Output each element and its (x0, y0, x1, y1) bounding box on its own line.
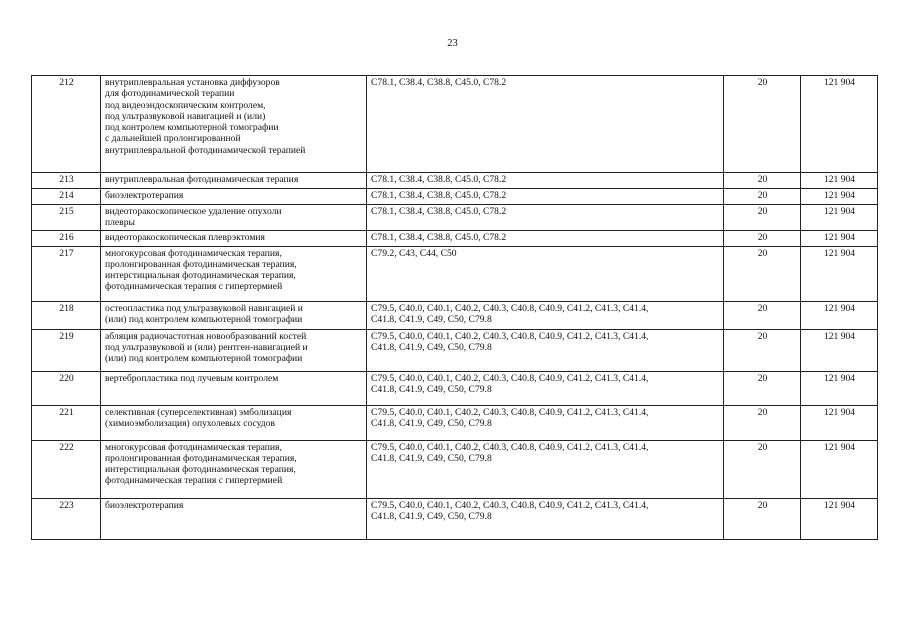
ratio-cell: 20 (724, 76, 801, 173)
row-number: 212 (32, 76, 101, 173)
row-number: 214 (32, 189, 101, 205)
table-body (32, 76, 878, 540)
procedure-name-cell (101, 189, 367, 205)
price-cell: 121 904 (801, 205, 878, 231)
procedure-name-line: видеоторакоскопическое удаление опухоли (105, 206, 282, 217)
diagnosis-codes-line: C79.5, C40.0, C40.1, C40.2, C40.3, C40.8, C40.9, C41.2, C41.3, C41.4, (371, 330, 649, 342)
row-number: 218 (32, 301, 101, 329)
diagnosis-codes-cell (367, 301, 724, 329)
procedure-name-cell (101, 246, 367, 301)
procedure-name-cell (101, 173, 367, 189)
procedure-name-line: пролонгированная фотодинамическая терапия, (105, 258, 297, 270)
diagnosis-codes-line: C79.5, C40.0, C40.1, C40.2, C40.3, C40.8, C40.9, C41.2, C41.3, C41.4, (371, 441, 649, 453)
price-cell: 121 904 (801, 440, 878, 498)
procedure-name-line: видеоторакоскопическая плеврэктомия (105, 231, 265, 243)
table-row (32, 440, 878, 498)
diagnosis-codes-cell (367, 440, 724, 498)
procedure-name-line: фотодинамическая терапия с гипертермией (105, 475, 283, 487)
ratio-cell: 20 (724, 440, 801, 498)
procedure-name-line: для фотодинамической терапии (105, 88, 235, 100)
diagnosis-codes-line: C41.8, C41.9, C49, C50, C79.8 (371, 313, 492, 325)
diagnosis-codes-line: C41.8, C41.9, C49, C50, C79.8 (371, 452, 492, 464)
procedure-name-line: многокурсовая фотодинамическая терапия, (105, 441, 282, 453)
procedure-name-cell (101, 205, 367, 231)
procedure-name-line: фотодинамическая терапия с гипертермией (105, 281, 283, 293)
diagnosis-codes-line: C79.5, C40.0, C40.1, C40.2, C40.3, C40.8, C40.9, C41.2, C41.3, C41.4, (371, 302, 649, 314)
procedure-name-cell (101, 76, 367, 173)
table-row (32, 246, 878, 301)
diagnosis-codes-cell (367, 230, 724, 246)
procedure-name-line: селективная (суперселективная) эмболизация (105, 406, 292, 418)
diagnosis-codes-cell (367, 405, 724, 440)
procedure-name-line: под ультразвуковой и (или) рентген-навигацией и (105, 341, 308, 353)
ratio-cell: 20 (724, 246, 801, 301)
page-number: 23 (447, 38, 458, 49)
table-row (32, 371, 878, 405)
table-row (32, 189, 878, 205)
row-number: 217 (32, 246, 101, 301)
procedure-name-line: (химиоэмболизация) опухолевых сосудов (105, 417, 276, 429)
price-cell: 121 904 (801, 371, 878, 405)
table-row (32, 205, 878, 231)
ratio-cell: 20 (724, 189, 801, 205)
procedure-name-line: остеопластика под ультразвуковой навигацией и (105, 302, 303, 314)
diagnosis-codes-cell (367, 76, 724, 173)
ratio-cell: 20 (724, 230, 801, 246)
procedure-name-line: (или) под контролем компьютерной томографии (105, 313, 303, 325)
row-number: 222 (32, 440, 101, 498)
procedure-name-line: плевры (105, 217, 135, 229)
diagnosis-codes-cell (367, 205, 724, 231)
procedure-name-line: под ультразвуковой навигацией и (или) (105, 110, 266, 122)
diagnosis-codes-cell (367, 246, 724, 301)
row-number: 221 (32, 405, 101, 440)
procedure-name-line: под видеоэндоскопическим контролем, (105, 99, 266, 111)
row-number: 216 (32, 230, 101, 246)
diagnosis-codes-cell (367, 329, 724, 371)
table-row (32, 329, 878, 371)
price-cell: 121 904 (801, 76, 878, 173)
diagnosis-codes-line: C41.8, C41.9, C49, C50, C79.8 (371, 417, 492, 429)
row-number: 215 (32, 205, 101, 231)
ratio-cell: 20 (724, 371, 801, 405)
price-cell: 121 904 (801, 405, 878, 440)
procedure-name-line: интерстициальная фотодинамическая терапия, (105, 270, 296, 282)
diagnosis-codes-cell (367, 173, 724, 189)
diagnosis-codes-line: C79.5, C40.0, C40.1, C40.2, C40.3, C40.8, C40.9, C41.2, C41.3, C41.4, (371, 372, 649, 384)
table-row (32, 230, 878, 246)
procedure-name-line: биоэлектротерапия (105, 499, 184, 511)
diagnosis-codes-line: C79.5, C40.0, C40.1, C40.2, C40.3, C40.8, C40.9, C41.2, C41.3, C41.4, (371, 406, 649, 418)
price-cell: 121 904 (801, 301, 878, 329)
ratio-cell: 20 (724, 301, 801, 329)
table-row (32, 173, 878, 189)
diagnosis-codes-line: C78.1, C38.4, C38.8, C45.0, C78.2 (371, 231, 507, 243)
diagnosis-codes-line: C79.2, C43, C44, C50 (371, 247, 457, 259)
diagnosis-codes-cell (367, 371, 724, 405)
table-row (32, 405, 878, 440)
diagnosis-codes-line: C41.8, C41.9, C49, C50, C79.8 (371, 510, 492, 522)
procedure-name-line: внутриплевральной фотодинамической терапией (105, 144, 306, 156)
ratio-cell: 20 (724, 405, 801, 440)
procedure-name-cell (101, 301, 367, 329)
diagnosis-codes-line: C79.5, C40.0, C40.1, C40.2, C40.3, C40.8, C40.9, C41.2, C41.3, C41.4, (371, 499, 649, 511)
ratio-cell: 20 (724, 329, 801, 371)
procedure-name-line: с дальнейшей пролонгированной (105, 133, 241, 145)
procedure-name-cell (101, 371, 367, 405)
procedure-name-line: внутриплевральная фотодинамическая терапия (105, 174, 299, 185)
row-number: 220 (32, 371, 101, 405)
ratio-cell: 20 (724, 498, 801, 539)
procedure-name-line: многокурсовая фотодинамическая терапия, (105, 247, 282, 259)
row-number: 219 (32, 329, 101, 371)
ratio-cell: 20 (724, 205, 801, 231)
procedure-name-line: вертебропластика под лучевым контролем (105, 372, 279, 384)
table-row (32, 498, 878, 539)
table-row (32, 301, 878, 329)
procedure-name-cell (101, 230, 367, 246)
procedure-name-line: внутриплевральная установка диффузоров (105, 77, 280, 88)
procedure-name-cell (101, 440, 367, 498)
procedure-name-cell (101, 498, 367, 539)
procedure-name-cell (101, 329, 367, 371)
price-cell: 121 904 (801, 246, 878, 301)
diagnosis-codes-line: C41.8, C41.9, C49, C50, C79.8 (371, 383, 492, 395)
price-cell: 121 904 (801, 230, 878, 246)
diagnosis-codes-cell (367, 498, 724, 539)
diagnosis-codes-line: C41.8, C41.9, C49, C50, C79.8 (371, 341, 492, 353)
procedure-name-line: пролонгированная фотодинамическая терапия, (105, 452, 297, 464)
procedure-name-line: интерстициальная фотодинамическая терапия, (105, 464, 296, 476)
diagnosis-codes-line: C78.1, C38.4, C38.8, C45.0, C78.2 (371, 206, 507, 217)
procedure-name-line: под контролем компьютерной томографии (105, 122, 279, 134)
procedure-name-cell (101, 405, 367, 440)
diagnosis-codes-line: C78.1, C38.4, C38.8, C45.0, C78.2 (371, 77, 507, 88)
diagnosis-codes-cell (367, 189, 724, 205)
row-number: 213 (32, 173, 101, 189)
diagnosis-codes-line: C78.1, C38.4, C38.8, C45.0, C78.2 (371, 174, 507, 185)
procedure-name-line: (или) под контролем компьютерной томографии (105, 353, 303, 365)
procedure-name-line: биоэлектротерапия (105, 190, 184, 201)
row-number: 223 (32, 498, 101, 539)
diagnosis-codes-line: C78.1, C38.4, C38.8, C45.0, C78.2 (371, 190, 507, 201)
price-cell: 121 904 (801, 498, 878, 539)
price-cell: 121 904 (801, 329, 878, 371)
tariff-table (31, 75, 878, 540)
ratio-cell: 20 (724, 173, 801, 189)
price-cell: 121 904 (801, 173, 878, 189)
table-row (32, 76, 878, 173)
procedure-name-line: абляция радиочастотная новообразований костей (105, 330, 307, 342)
price-cell: 121 904 (801, 189, 878, 205)
